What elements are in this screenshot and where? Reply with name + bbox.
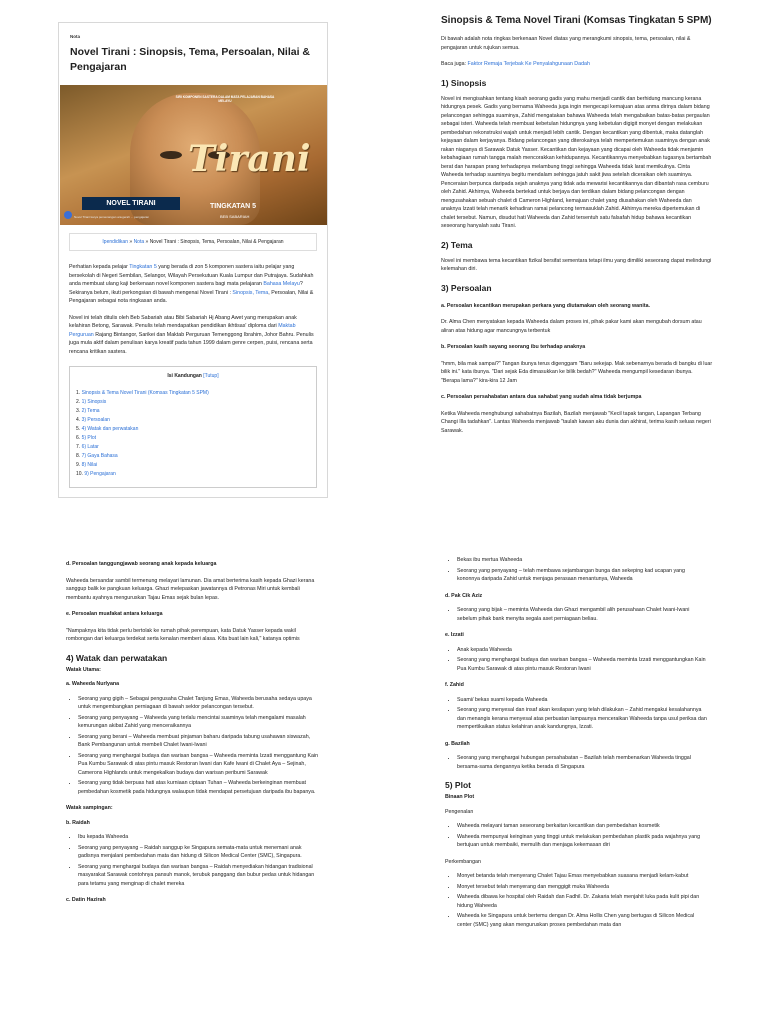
list-item: • Seorang yang bijak – meminta Waheeda dan Ghazi mengambil alih perusahaan Chalet Iwani-Iwani sebelum pihak bank menyita segala aset perniagaan beliau. <box>457 606 707 623</box>
binaan-plot-label: Binaan Plot <box>445 794 475 800</box>
intro-paragraph-2 <box>69 314 317 357</box>
toc-item <box>76 425 310 434</box>
intro1-text-a: Perhatian kepada pelajar <box>69 264 130 270</box>
breadcrumb-current: Novel Tirani : Sinopsis, Tema, Persoalan, Nilai & Pengajaran <box>149 238 284 245</box>
toc-title: Isi Kandungan <box>167 373 202 379</box>
breadcrumb-separator: » <box>145 238 150 245</box>
section-main-title: Sinopsis & Tema Novel Tirani (Komsas Tingkatan 5 SPM) <box>441 15 712 26</box>
toc-item-number: 8. <box>76 452 81 459</box>
intro1-text-d: , Persoalan, Nilai & Pengajaran sebagai nota ringkasan anda. <box>69 289 314 304</box>
toc-item-number: 10. <box>76 470 83 477</box>
watak-g-title: g. Bazilah <box>445 740 470 747</box>
breadcrumb-separator: » <box>129 238 134 245</box>
toc-toggle-button[interactable]: [Tutup] <box>203 373 219 379</box>
cover-book-title: Tirani <box>188 137 311 180</box>
watak-d-list <box>445 606 707 623</box>
toc-item <box>76 416 310 425</box>
list-item: • Seorang yang penyayang – telah membawa sejambangan bunga dan sekeping kad ucapan yang kononnya daripada Zahid untuk menjaga perasaan menantunya, Waheeda <box>457 567 707 584</box>
toc-item-number: 2. <box>76 398 81 405</box>
list-item: • Monyet betanda telah menyerang Chalet Tajau Emas menyebabkan suasana menjadi kelam-kabut <box>457 872 707 881</box>
read-also <box>441 60 713 69</box>
toc-item-number: 1. <box>76 389 81 396</box>
list-item: • Bekas ibu mertua Waheeda <box>457 556 707 565</box>
list-item: • Seorang yang gigih – Sebagai pengusaha Chalet Tanjung Emas, Waheeda berusaha sedaya upaya untuk mengembangkan perniagaan di bawah sektor pelancongan tersebut. <box>78 695 320 712</box>
intro2-text-a: Novel ini telah ditulis oleh Beb Sabariah atau Bibi Sabariah Hj Abang Awet yang merupakan anak kelahiran Betong, Sarawak. Penulis telah mendapatkan pendidikan ikhtisas' diploma dari <box>69 314 297 329</box>
cover-grade: TINGKATAN 5 <box>210 202 257 210</box>
intro2-text-b: Rajang Bintangor, Sarikei dan Maktab Perguruan Temenggong Ibrahim, Johor Bahru. Penulis juga mula aktif dalam penulisan karya kreatif pada tahun 1999 dalam genre cerpen, puisi, rencana serta rencana kritikan sastera. <box>69 331 314 355</box>
toc-list <box>76 389 310 479</box>
persoalan-d-text: Waheeda bersandar sambil termenung melayari lamunan. Dia amat berterima kasih kepada Ghazi kerana sanggup balik ke pangkuan keluarga. Ghazi melepaskan jawatannya di Petronas Miri untuk kembali membantu ayahnya menguruskan Tajau Emas sejak bulan lepas. <box>66 577 315 601</box>
list-item: • Seorang yang menghargai hubungan persahabatan – Bazilah telah membenarkan Waheeda tinggal bersama-sama dengannya ketika berada di Singapura <box>457 754 707 771</box>
toc-item-link[interactable]: 1) Sinopsis <box>81 398 107 405</box>
bottom-left-column <box>66 560 320 1024</box>
toc-item-number: 5. <box>76 425 81 432</box>
watak-f-title: f. Zahid <box>445 682 464 688</box>
list-item: • Waheeda melayani taman seseorang berkaitan kecantikan dan pembedahan kosmetik <box>457 822 707 831</box>
persoalan-a-title: a. Persoalan kecantikan merupakan perkara yang diutamakan oleh seorang wanita. <box>441 302 651 309</box>
link-sinopsis-tema[interactable]: Sinopsis, Tema <box>232 289 269 296</box>
pengenalan-label: Pengenalan <box>445 808 474 815</box>
link-maktab-perguruan[interactable]: Maktab Perguruan <box>69 323 296 338</box>
toc-item-link[interactable]: 8) Nilai <box>81 461 98 468</box>
toc-item <box>76 461 310 470</box>
pengenalan-list <box>445 822 707 850</box>
article-right-column <box>441 14 713 506</box>
heading-sinopsis: 1) Sinopsis <box>441 77 487 88</box>
toc-item <box>76 407 310 416</box>
list-item: • Anak kepada Waheeda <box>457 646 707 655</box>
intro1-text-b: yang berada di zon 5 komponen sastera iaitu pelajar yang bersekolah di Negeri Sembilan, Selangor, Wilayah Persekutuan Kuala Lumpur dan Putrajaya. Sudahkah anda membuat ulang kaji berkenaan novel komponen sastera bagi mata pelajaran <box>69 264 314 287</box>
watak-e-title: e. Izzati <box>445 632 464 638</box>
watak-b-list <box>66 833 320 888</box>
toc-item <box>76 398 310 407</box>
watak-e-list <box>445 646 707 674</box>
watak-f-list <box>445 696 707 732</box>
cover-author: BEB SABARIAH <box>220 213 250 219</box>
cover-series-text: SIRI KOMPONEN SASTERA DALAM MATA PELAJARAN BAHASA MELAYU <box>175 94 275 103</box>
persoalan-a-text: Dr. Alma Chen menyatakan kepada Waheeda dalam proses ini, pihak pakar kami akan mengubah dorsum atau aliran atas hidung agar mancungnya terbentuk <box>441 319 702 334</box>
cover-caption: Novel Tirani karya pemenangan anugerah ... pengajaran <box>74 214 150 219</box>
list-item: • Seorang yang menghargai budaya dan warisan bangsa – Waheeda meminta Izzati menggantungkan Kain Pua Kumbu Sarawak di atas pintu masuk Restoran Iwani <box>457 656 707 673</box>
list-item: • Seorang yang penyayang – Raidah sanggup ke Singapura semata-mata untuk menemani anak gadisnya menjalani pembedahan mata dan hidung di Silicon Medical Center (SMC), Singapura. <box>78 844 320 861</box>
toc-item-number: 3. <box>76 407 81 414</box>
watak-sampingan-label: Watak sampingan: <box>66 805 113 811</box>
toc-item-number: 9. <box>76 461 81 468</box>
toc-item-link[interactable]: 4) Watak dan perwatakan <box>81 425 139 432</box>
toc-item-link[interactable]: Sinopsis & Tema Novel Tirani (Komsas Tingkatan 5 SPM) <box>81 389 209 396</box>
persoalan-e-text: "Nampaknya kita tidak perlu bertolak ke rumah pihak perempuan, kata Datuk Yasser kepada wakil rombongan dari keluarga terdekat serta kenalan memberi alasa. Kita buat lain kali," katanya optimis <box>66 627 300 642</box>
sinopsis-text: Novel ini mengisahkan tentang kisah seorang gadis yang mahu menjadi cantik dan berhidung mancung kerana hidungnya pesek. Gadis yang bernama Waheeda juga ingin mengecapi kemajuan atas anma dirinya dalam bidang pelancongan sehingga suaminya, Zahid mengatakan bahawa Waheeda telah mengabaikan batas-batas pergaulan sebagai isteri. Waheeda telah membuat kebetulan hidungnya yang kebetulan digigit monyet dengan melakukan pembedahan rekonstruksi wajah untuk menjadi lebih cantik. Dengan kecantikan yang dibentuk, maka datanglah kejayaan dalam kerjayanya. Bidang pelancongan yang diterokainya telah mempertemukan suaminya dengan anak rakan niaganya di Sarawak Datuk Yasser. Kecantikan dan kejayaan yang dicapai oleh Waheeda tidak menjamin kebahagiaan rumah tangga malah mencorakkan kehidupannya. Kecantikannya menyebabkan tugasnya bertambah berat dan harapan prang terhadapnya melambung tinggi sehingga Waheeda tidak larat memikulnya. Cinta Waheeda terhadap suaminya begitu mendalam sehingga jatuh sakit jiwa setelah diceraikan oleh suaminya. Penceraian berpunca daripada sejah anaknya yang tidak ada mewarisi kecantikannya dan dibantah rasa cemburu oleh Zahid. Akhirnya, Waheeda bertekad untuk berjaya dan terdikan dalam bidang pelancongan dengan mengusahakan sebuah chalet di Cameron Highland, kemajuan chalet yang diusahakan oleh Waheeda dan anaknya Izzati telah menarik kehadiran ramai pelancong termasuklah Zahid. Akhirnya mereka dipertemukan di chalet tersebut. Namun, disudut hati Waheeda dan Zahid tersentuh satu falsafah hidup bahawa kecantikan seseorang hanyalah satu Tirani. <box>441 95 712 229</box>
tema-text: Novel ini membawa tema kecantikan fizikal bersifat sementara tetapi ilmu yang dimiliki seseorang dapat melindungi kelemahan diri. <box>441 257 712 272</box>
cover-novel-label: NOVEL TIRANI <box>82 197 180 210</box>
watak-utama-label: Watak Utama: <box>66 666 101 673</box>
toc-item-link[interactable]: 2) Tema <box>81 407 100 414</box>
link-tingkatan-5[interactable]: Tingkatan 5 <box>129 264 157 270</box>
toc-item <box>76 434 310 443</box>
info-icon <box>64 211 72 219</box>
table-of-contents <box>69 366 317 488</box>
link-bahasa-melayu[interactable]: Bahasa Melayu <box>263 281 300 287</box>
watak-d-title: d. Pak Cik Aziz <box>445 592 483 599</box>
book-cover-image <box>60 85 327 225</box>
summary-intro: Di bawah adalah nota ringkas berkenaan Novel diatas yang merangkumi sinopsis, tema, persoalan, nilai & pengajaran untuk rujukan semua. <box>441 36 691 51</box>
watak-c-title: c. Datin Hazirah <box>66 897 106 903</box>
post-title: Novel Tirani : Sinopsis, Tema, Persoalan, Nilai & Pengajaran <box>70 45 311 73</box>
toc-item-link[interactable]: 5) Plot <box>81 434 97 441</box>
watak-a-list <box>66 695 320 797</box>
heading-plot: 5) Plot <box>445 780 471 790</box>
toc-item-number: 4. <box>76 416 81 423</box>
toc-item-link[interactable]: 6) Latar <box>81 443 99 450</box>
watak-b-title: b. Raidah <box>66 819 90 826</box>
intro-paragraph-1 <box>69 263 317 306</box>
watak-g-list <box>445 754 707 771</box>
list-item: • Seorang yang menyesal dan insaf akan kesilapan yang telah dilakukan – Zahid mengakui kesalahannya dan menangis kerana menyesal atas perbuatan lampaunya menceraikan Waheeda tanpa usul periksa dan mempertikaikan status kelahiran anak kandungnya, Izzati. <box>457 706 707 732</box>
list-item: • Seorang yang menghargai budaya dan warisan bangsa – Waheeda meminta Izzati menggantung Kain Pua Kumbu Sarawak di atas pintu masuk Restoran Iwani dan Kafe Iwani di Chalet Aya – Sejinah, Camerons Highlands untuk mengekalkan budaya dan warisan peribumi Sarawak <box>78 752 320 778</box>
list-item: • Ibu kepada Waheeda <box>78 833 320 842</box>
article-tag[interactable]: Nota <box>70 34 80 39</box>
toc-item-link[interactable]: 7) Gaya Bahasa <box>81 452 118 459</box>
breadcrumb-home[interactable]: Ipendidikan <box>102 238 128 245</box>
persoalan-c-title: c. Persoalan persahabatan antara dua sahabat yang sudah alma tidak berjumpa <box>441 394 642 400</box>
heading-watak: 4) Watak dan perwatakan <box>66 652 168 663</box>
toc-item-link[interactable]: 3) Persoalan <box>81 416 110 423</box>
article-left-column <box>58 22 328 500</box>
intro1-text-c: ? Sekiranya belum, ikuti perkongsian di bawah mengenai Novel Tirani : <box>69 281 303 296</box>
breadcrumb <box>69 233 317 252</box>
perkembangan-label: Perkembangan <box>445 858 481 865</box>
persoalan-e-title: e. Persoalan muafakat antara keluarga <box>66 611 163 617</box>
read-also-label: Baca juga: <box>441 61 468 67</box>
list-item: • Seorang yang penyayang – Waheeda yang terlalu mencintai suaminya telah mengalami masalah kemurungan akibat Zahid yang menceraikannya <box>78 714 320 731</box>
toc-item-number: 7. <box>76 443 81 450</box>
bottom-page-section <box>0 512 768 1024</box>
persoalan-b-title: b. Persoalan kasih sayang seorang ibu terhadap anaknya <box>441 344 586 350</box>
list-item: • Monyet tersebut telah menyerang dan menggigit muka Waheeda <box>457 883 707 892</box>
list-item: • Waheeda mempunyai keinginan yang tinggi untuk melakukan pembedahan plastik pada wajahnya yang bertujuan untuk membaiki, memulih dan menjaga kekemasan diri <box>457 833 707 850</box>
breadcrumb-category[interactable]: Nota <box>133 238 145 245</box>
toc-item-number: 6. <box>76 434 81 441</box>
article-card <box>58 22 328 498</box>
watak-a-title: a. Waheeda Nurlyana <box>66 681 120 687</box>
list-item: • Seorang yang tidak berpuas hati atas kurniaan ciptaan Tuhan – Waheeda berkeinginan membuat pembedahan kosmetik pada hidungnya walaupun tidak mendapat persetujuan daripada ibu bapanya. <box>78 779 320 796</box>
list-item: • Seorang yang menghargai budaya dan warisan bangsa – Raidah menyediakan hidangan tradisional masyarakat Sarawak contohnya pansuh manok, terubuk panggang dan bubur pedas untuk hidangan para tetamu yang menginap di chalet mereka <box>78 863 320 889</box>
watak-c-list <box>445 556 707 584</box>
heading-tema: 2) Tema <box>441 239 473 250</box>
cover-left-eye <box>160 151 182 159</box>
list-item: • Seorang yang berani – Waheeda membuat pinjaman baharu daripada tabung usahawan siswazah, Bank Pembangunan untuk membeli Chalet Iwani-Iwani <box>78 733 320 750</box>
persoalan-b-text: "hmm, bila mak sampai?" Tangan ibunya terus digenggam "Baru sekejap. Mak sebenarnya berada di bangku di luar bilik ini." kata ibunya. "Dari sejak Eda dimasukkan ke bilik bedah?" Waheeda mengumpil kesedaran ibunya. "Berapa lama?" kira-kira 12 Jam <box>441 360 713 384</box>
bottom-right-column <box>445 556 707 1024</box>
persoalan-d-title: d. Persoalan tanggungjawab seorang anak kepada keluarga <box>66 561 217 567</box>
list-item: • Suami/ bekas suami kepada Waheeda <box>457 696 707 705</box>
perkembangan-list <box>445 872 707 929</box>
toc-heading <box>76 372 310 381</box>
toc-item <box>76 443 310 452</box>
heading-persoalan: 3) Persoalan <box>441 282 492 293</box>
persoalan-c-text: Ketika Waheeda menghubungi sahabatnya Bazilah, Bazilah menjawab "Kecil tapak tangan, Lapangan Terbang Changi Illa tadahkan". Lantas Waheeda menjawab "taulah kawan aku dunia dan akhirat, terima kasih seluas negeri Sarawak. <box>441 410 711 434</box>
toc-item <box>76 389 310 398</box>
toc-item-link[interactable]: 9) Pengajaran <box>84 470 116 477</box>
list-item: • Waheeda ke Singapura untuk bertemu dengan Dr. Alma Hollis Chen yang bertugas di Silicon Medical center (SMC) yang akan menguruskan proses pembedahan mata dan <box>457 912 707 929</box>
list-item: • Waheeda dibawa ke hospital oleh Raidah dan Fadhil. Dr. Zakaria telah menjahit luka pada kulit pipi dan hidung Waheeda <box>457 893 707 910</box>
toc-item <box>76 452 310 461</box>
read-also-link[interactable]: Faktor Remaja Terjebak Ke Penyalahgunaan Dadah <box>467 61 590 67</box>
toc-item <box>76 470 310 479</box>
